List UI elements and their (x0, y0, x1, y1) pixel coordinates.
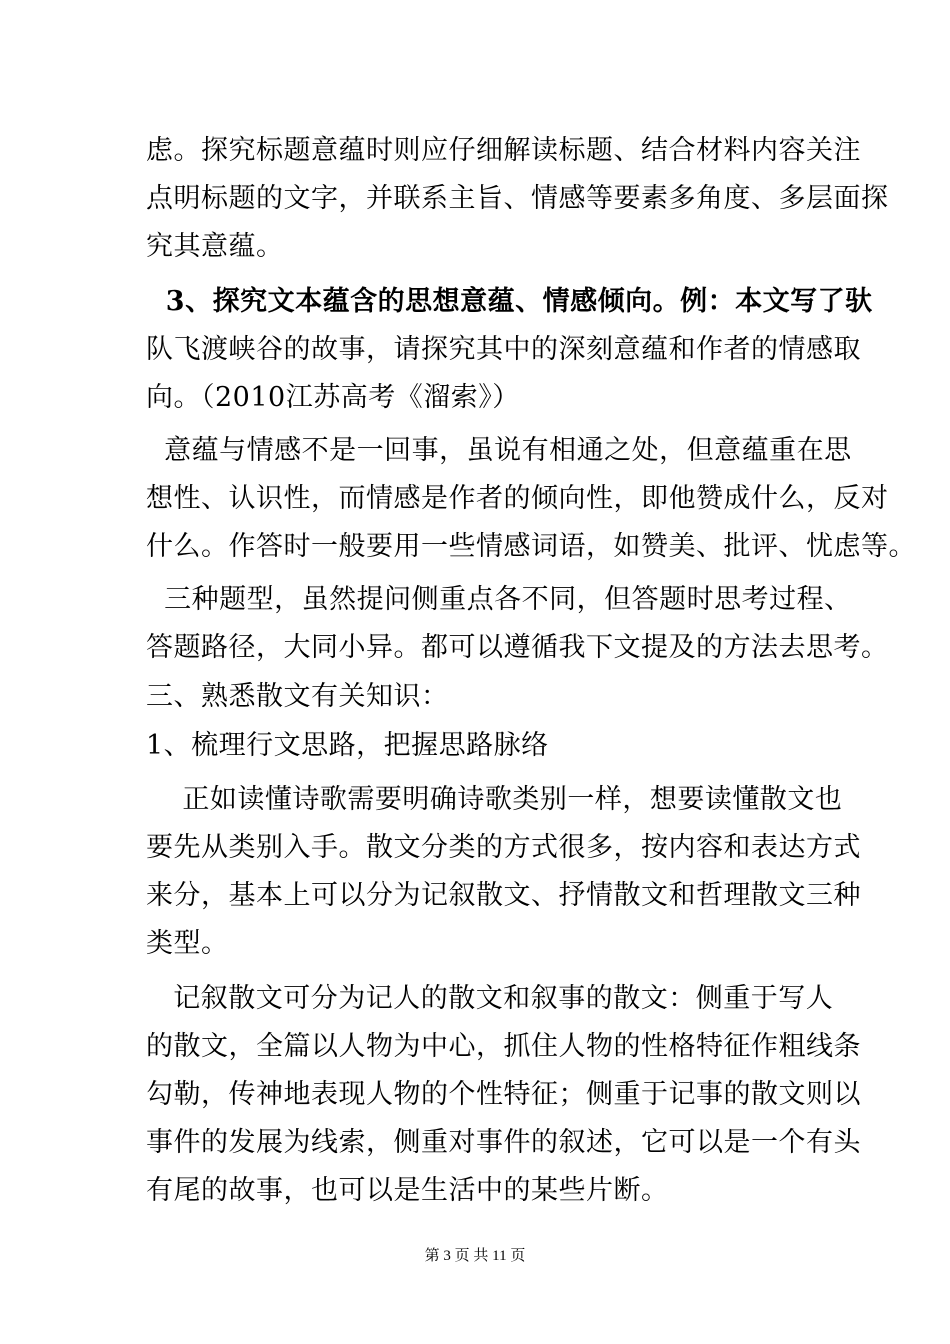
text-line: 向。（2010江苏高考《溜索》） (146, 382, 520, 413)
subsection-heading: 1、梳理行文思路，把握思路脉络 (146, 730, 549, 761)
text-line: 类型。 (146, 928, 229, 959)
text-line: 勾勒，传神地表现人物的个性特征；侧重于记事的散文则以 (146, 1079, 861, 1110)
text-line: 三种题型，虽然提问侧重点各不同，但答题时思考过程、 (146, 584, 852, 615)
text-line: 正如读懂诗歌需要明确诗歌类别一样，想要读懂散文也 (146, 784, 843, 815)
text-line: 3、探究文本蕴含的思想意蕴、情感倾向。例：本文写了驮 (146, 286, 873, 317)
text-line: 答题路径，大同小异。都可以遵循我下文提及的方法去思考。 (146, 632, 889, 663)
section-heading: 三、熟悉散文有关知识： (146, 681, 449, 712)
text-line: 究其意蕴。 (146, 231, 284, 262)
text-line: 队飞渡峡谷的故事，请探究其中的深刻意蕴和作者的情感取 (146, 334, 861, 365)
text-line: 想性、认识性，而情感是作者的倾向性，即他赞成什么，反对 (146, 483, 889, 514)
text-line: 什么。作答时一般要用一些情感词语，如赞美、批评、忧虑等。 (146, 531, 916, 562)
text-line: 来分，基本上可以分为记叙散文、抒情散文和哲理散文三种 (146, 880, 861, 911)
text-line: 虑。探究标题意蕴时则应仔细解读标题、结合材料内容关注 (146, 135, 861, 166)
text-line: 事件的发展为线索，侧重对事件的叙述，它可以是一个有头 (146, 1127, 861, 1158)
text-line: 有尾的故事，也可以是生活中的某些片断。 (146, 1175, 669, 1206)
text-line: 意蕴与情感不是一回事，虽说有相通之处，但意蕴重在思 (146, 435, 852, 466)
text-line: 记叙散文可分为记人的散文和叙事的散文：侧重于写人 (146, 983, 834, 1014)
page-footer: 第 3 页 共 11 页 (424, 1248, 526, 1264)
text-line: 点明标题的文字，并联系主旨、情感等要素多角度、多层面探 (146, 183, 889, 214)
text-line: 的散文，全篇以人物为中心，抓住人物的性格特征作粗线条 (146, 1031, 861, 1062)
text-line: 要先从类别入手。散文分类的方式很多，按内容和表达方式 (146, 832, 861, 863)
